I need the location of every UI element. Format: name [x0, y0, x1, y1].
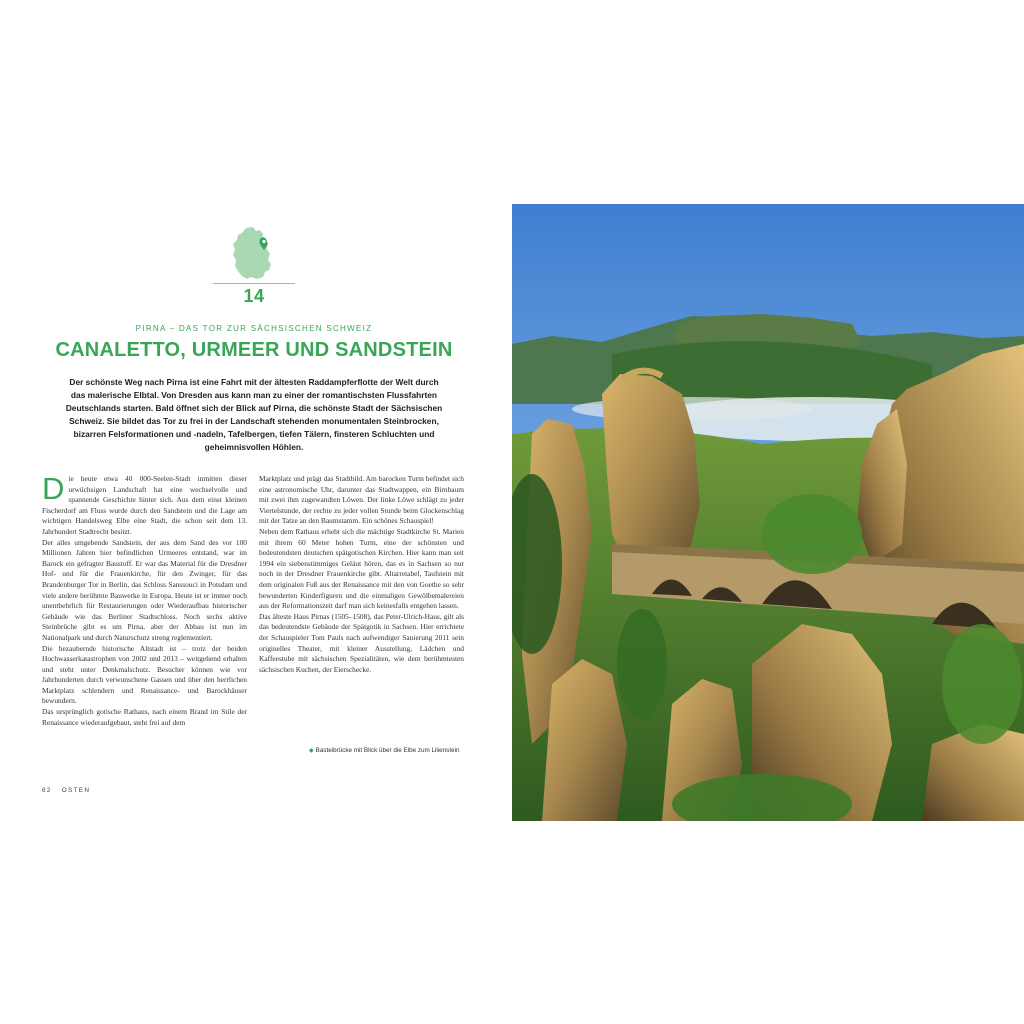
body-paragraph: Das älteste Haus Pirnas (1505–1508), das Peter-Ulrich-Haus, gilt als das bedeutendste Gebäude der Spätgotik in Sachsen. Hier errichtete der Schauspieler Tom Pauls nach aufwendiger Sanierung 2011 sein originelles Theater, mit kleiner Ausstellung, Lädchen und Kaffeestube mit sächsischen Spezialitäten, wie dem berühmtesten sächsischen Kuchen, der Eierschecke. — [259, 611, 464, 674]
section-name: OSTEN — [61, 787, 91, 794]
text-column-right — [259, 474, 464, 675]
germany-map-icon — [229, 226, 275, 280]
text-column-left — [42, 471, 247, 728]
page-number: 62 — [42, 787, 52, 794]
body-paragraph: Neben dem Rathaus erhebt sich die mächtige Stadtkirche St. Marien mit ihrem 60 Meter hohen Turm, eine der schönsten und bedeutendsten deutschen spätgotischen Kirchen. Hier kann man seit 1994 ein siebenstimmiges Geläut hören, das es in Sachsen so nur noch in der Dresdner Frauenkirche gibt. Altarretabel, Taufstein mit dem originalen Fuß aus der Renaissance mit den von Goethe so sehr bewunderten Kinderfiguren und die einmaligen Gewölbemalereien aus der Reformationszeit darf man sich keinesfalls entgehen lassen. — [259, 526, 464, 611]
chapter-number: 14 — [243, 286, 265, 306]
chapter-title: CANALETTO, URMEER UND SANDSTEIN — [55, 339, 453, 361]
body-paragraph: Der alles umgebende Sandstein, der aus dem Sand des vor 100 Millionen Jahren hier befindlichen Urmeeres entstand, war im Barock ein gefragter Baustoff. Er war das Material für die Dresdner Hof- und für die Frauenkirche, für den Zwinger, für das Brandenburger Tor in Berlin, das Schloss Sanssouci in Potsdam und viele andere berühmte Bauwerke in Europa. Heute ist er immer noch unentbehrlich für Restaurierungen oder Wiederaufbau historischer Gebäude wie das Berliner Stadtschloss. Noch sechs aktive Steinbrüche gibt es um Pirna, aber der Abbau ist nun im Nationalpark und durch Naturschutz streng reglementiert. — [42, 537, 247, 642]
drop-cap: D — [42, 471, 65, 506]
body-paragraph: Die bezaubernde historische Altstadt ist – trotz der beiden Hochwasserkatastrophen von 2002 und 2013 – weitgehend erhalten und steht unter Denkmalschutz. Besucher können wie vor Jahrhunderten durch verwunschene Gassen und über den herrlichen Marktplatz schlendern und Renaissance- und Barockhäuser bewundern. — [42, 643, 247, 706]
lead-paragraph: Der schönste Weg nach Pirna ist eine Fahrt mit der ältesten Raddampferflotte der Welt durch das malerische Elbtal. Von Dresden aus kann man zu einer der romantischsten Flussfahrten Deutschlands starten. Bald öffnet sich der Blick auf Pirna, die schönste Stadt der Sächsischen Schweiz. Sie bildet das Tor zu frei in der Landschaft stehenden monumentalen Steinbrocken, bizarren Felsformationen und -nadeln, Tafelbergen, tiefen Tälern, finsteren Schluchten und geheimnisvollen Höhlen. — [65, 377, 443, 452]
body-paragraph: Die heute etwa 40 000-Seelen-Stadt inmitten dieser urwüchsigen Landschaft hat eine wechselvolle und spannende Geschichte hinter sich. Aus dem einst kleinen Fischerdorf am Fluss wurde durch den Sandstein und die Lage am wichtigen Handelsweg Elbe eine Stadt, die schon seit dem 13. Jahrhundert Stadtrecht besitzt. — [42, 471, 247, 536]
caption-arrow-icon: ◆ — [309, 748, 314, 754]
chapter-rule — [213, 283, 295, 284]
body-paragraph: Marktplatz und prägt das Stadtbild. Am barocken Turm befindet sich eine astronomische Uhr, darunter das Stadtwappen, ein Birnbaum mit zwei ihm zugewandten Löwen. Der linke Löwe schlägt zu jeder Viertelstunde, der rechte zu jeder vollen Stunde beim Glockenschlag mit der Tatze an den Baumstamm. Ein schönes Schauspiel! — [259, 474, 464, 526]
caption-text: Basteibrücke mit Blick über die Elbe zum Lilienstein — [315, 747, 460, 754]
photo-caption — [309, 746, 469, 756]
page-footer — [42, 787, 90, 794]
chapter-kicker: PIRNA – DAS TOR ZUR SÄCHSISCHEN SCHWEIZ — [135, 324, 373, 333]
photo-bastei-bridge — [512, 204, 1024, 821]
body-paragraph: Das ursprünglich gotische Rathaus, nach einem Brand im Stile der Renaissance wiederaufgebaut, steht frei auf dem — [42, 707, 247, 727]
